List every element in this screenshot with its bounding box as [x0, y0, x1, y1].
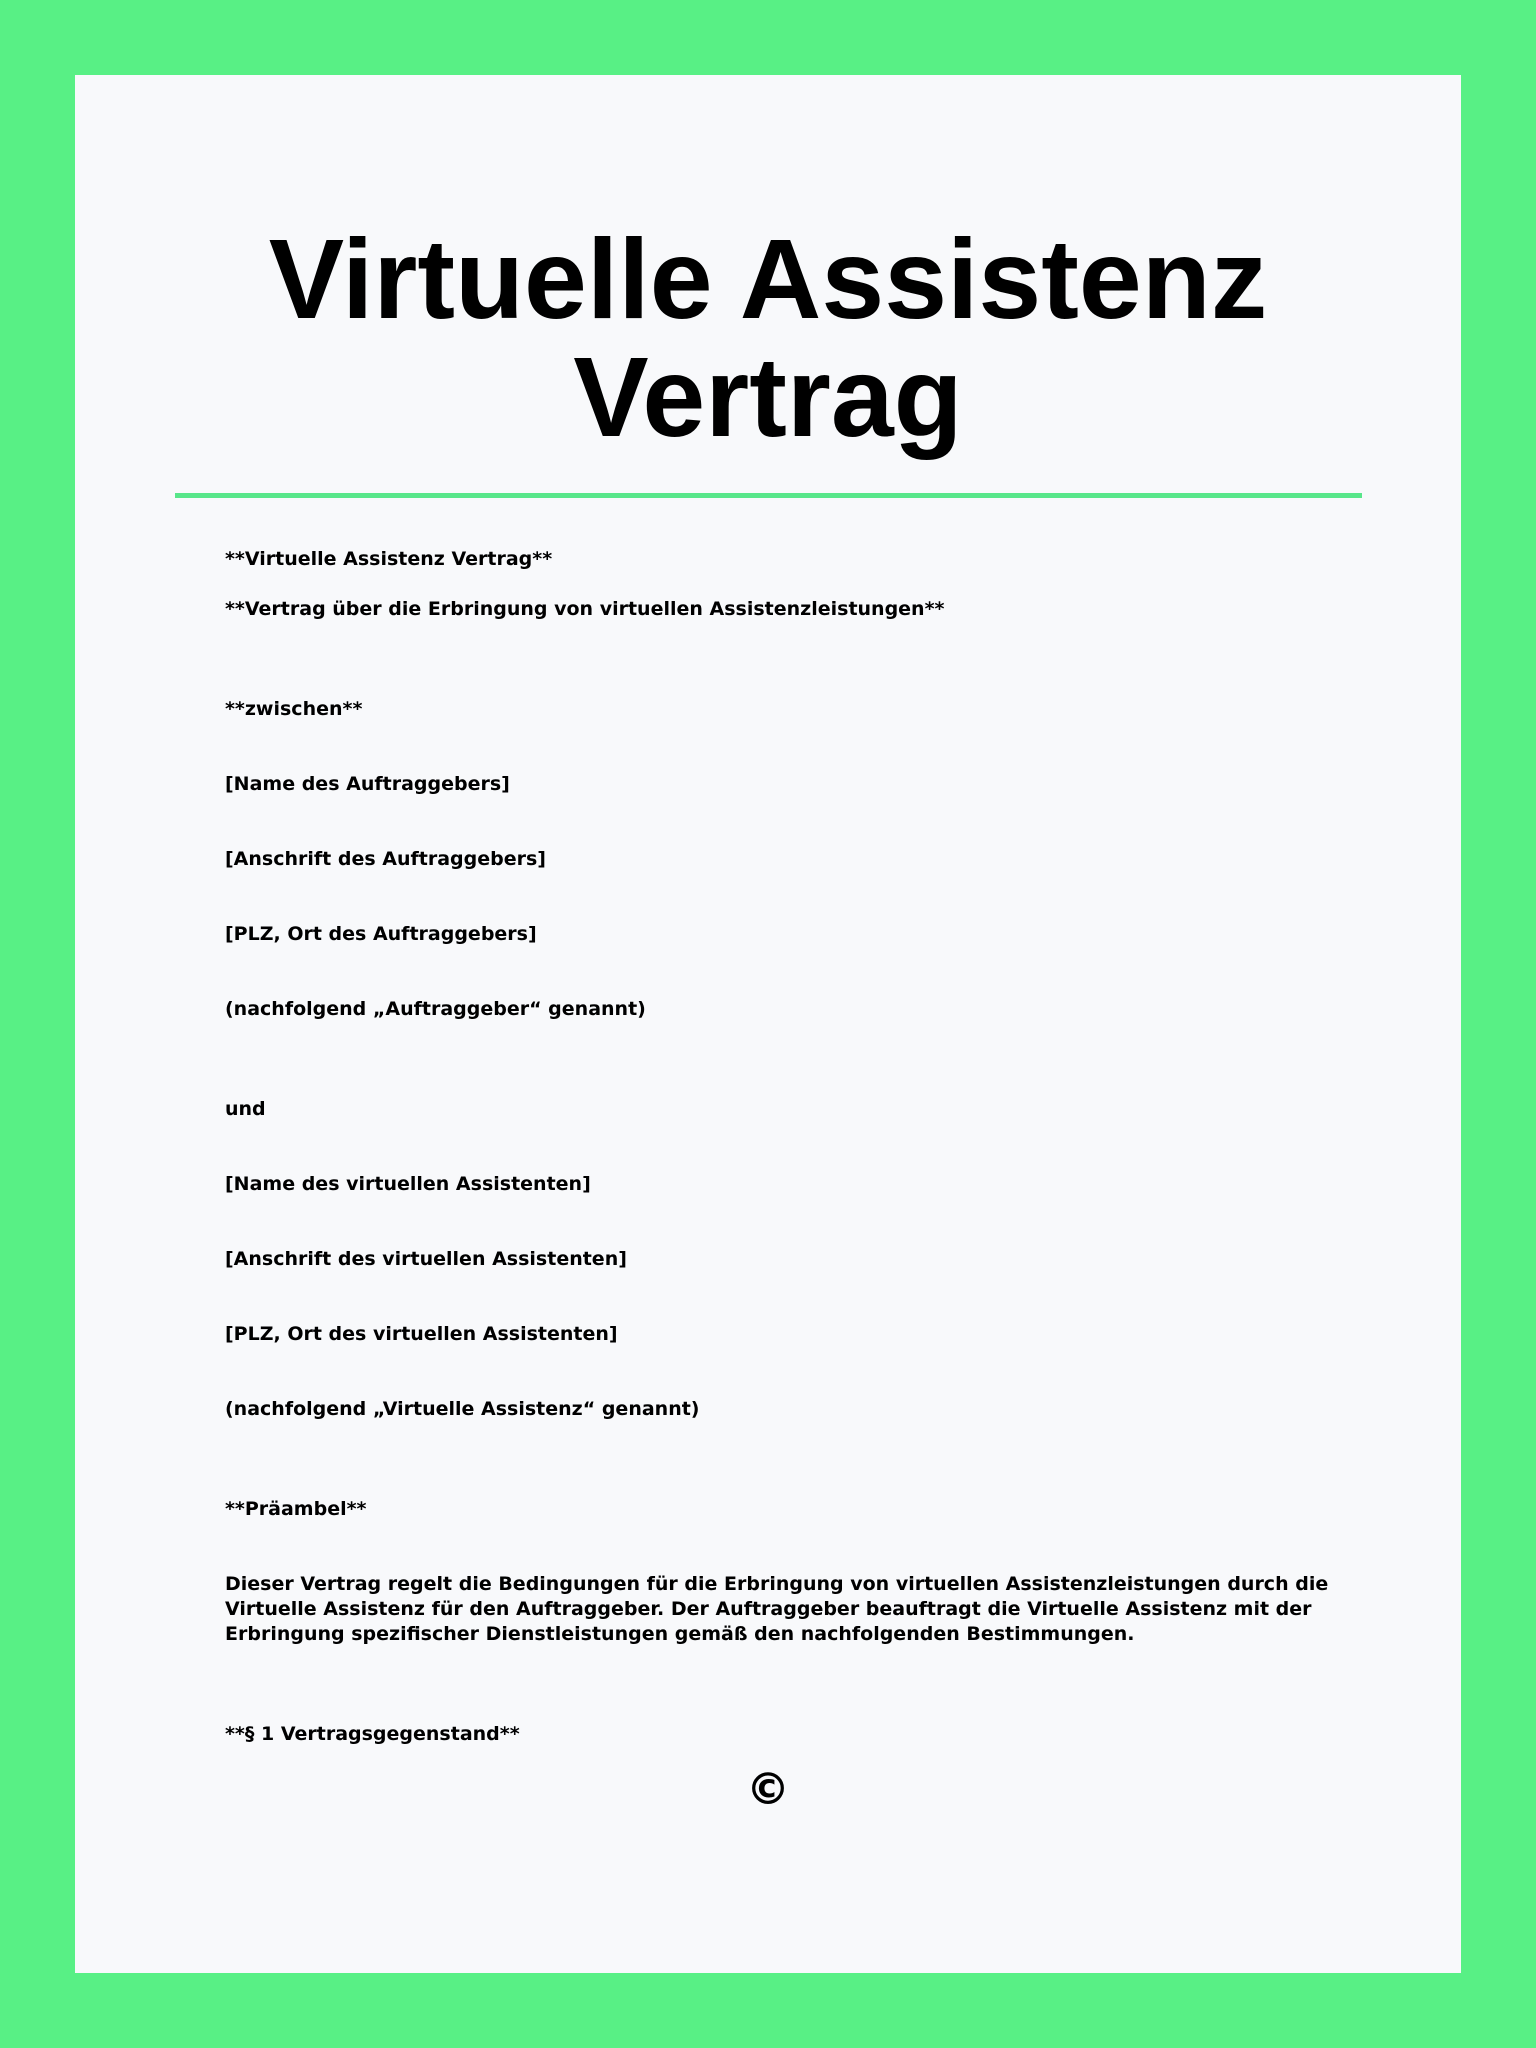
preamble-paragraph: Dieser Vertrag regelt die Bedingungen für die Erbringung von virtuellen Assistenzleistungen durch die Virtuelle Assistenz für den Auftraggeber. Der Auftraggeber beauftragt die Virtuelle Assistenz mit der Erbringung spezifischer Dienstleistungen gemäß den nachfolgenden Bestimmungen.	[225, 1573, 1329, 1645]
assistant-name-placeholder: [Name des virtuellen Assistenten]	[225, 1173, 591, 1195]
document-title: Virtuelle Assistenz Vertrag	[268, 216, 1268, 460]
client-designation: (nachfolgend „Auftraggeber“ genannt)	[225, 998, 646, 1020]
assistant-designation: (nachfolgend „Virtuelle Assistenz“ genannt)	[225, 1398, 700, 1420]
and-label: und	[225, 1098, 266, 1120]
client-name-placeholder: [Name des Auftraggebers]	[225, 773, 510, 795]
document-heading-line: **Virtuelle Assistenz Vertrag**	[225, 548, 553, 570]
assistant-address-placeholder: [Anschrift des virtuellen Assistenten]	[225, 1248, 627, 1270]
copyright-icon: ©	[746, 1764, 790, 1815]
assistant-city-placeholder: [PLZ, Ort des virtuellen Assistenten]	[225, 1323, 618, 1345]
between-label: **zwischen**	[225, 698, 363, 720]
client-city-placeholder: [PLZ, Ort des Auftraggebers]	[225, 923, 537, 945]
title-divider	[175, 493, 1362, 498]
section-1-heading: **§ 1 Vertragsgegenstand**	[225, 1723, 520, 1745]
document-subtitle-line: **Vertrag über die Erbringung von virtuellen Assistenzleistungen**	[225, 598, 945, 620]
client-address-placeholder: [Anschrift des Auftraggebers]	[225, 848, 546, 870]
preamble-heading: **Präambel**	[225, 1498, 367, 1520]
document-page	[75, 75, 1461, 1973]
